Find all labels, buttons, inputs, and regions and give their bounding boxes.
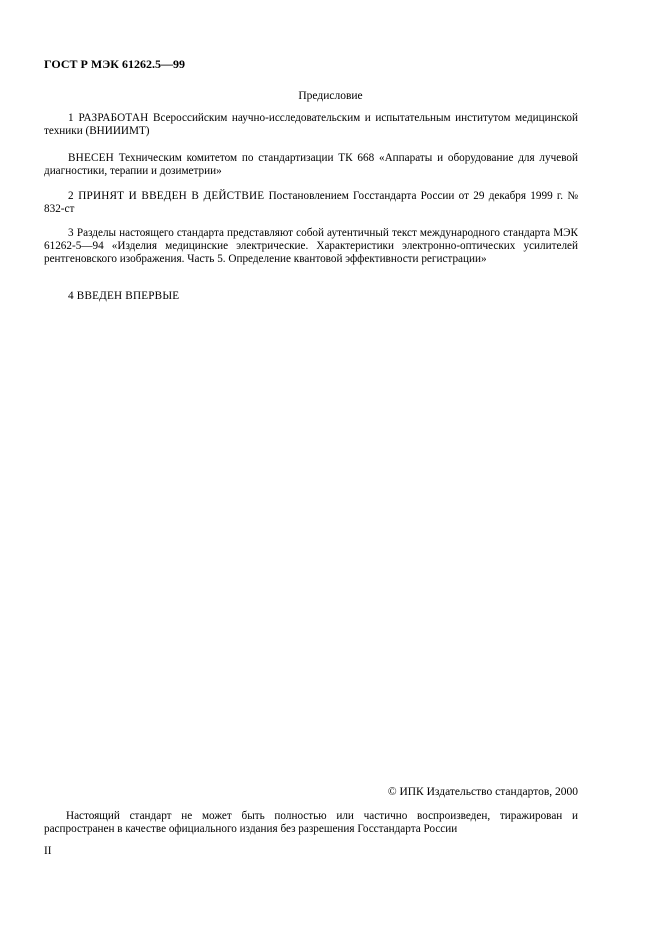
page-number: II [44,845,52,857]
paragraph-developed-by [44,112,578,138]
paragraph-lead: 2 ПРИНЯТ И ВВЕДЕН В ДЕЙСТВИЕ [68,190,265,202]
reproduction-notice: Настоящий стандарт не может быть полностью или частично воспроизведен, тиражирован и распространен в качестве официального издания без разрешения Госстандарта России [44,810,578,835]
copyright-notice: © ИПК Издательство стандартов, 2000 [387,786,578,798]
paragraph-sections [44,227,578,266]
paragraph-lead: 1 РАЗРАБОТАН [68,112,149,124]
paragraph-text: Постановлением Госстандарта России от 29 декабря 1999 г. № 832-ст [44,190,578,215]
paragraph-text: Разделы настоящего стандарта представляют собой аутентичный текст международного стандарта МЭК 61262-5—94 «Изделия медицинские электрические. Характеристики электронно-оптических усилителей рентгеновского изображения. Часть 5. Определение квантовой эффективности регистрации» [44,227,578,265]
paragraph-lead: 4 ВВЕДЕН ВПЕРВЫЕ [68,290,180,302]
paragraph-adopted [44,190,578,216]
paragraph-lead: ВНЕСЕН [68,152,114,164]
paragraph-first-introduced [44,290,578,303]
paragraph-lead: 3 [68,227,74,239]
paragraph-submitted-by [44,152,578,178]
standard-code-header: ГОСТ Р МЭК 61262.5—99 [44,57,185,71]
paragraph-text: Всероссийским научно-исследовательским и испытательным институтом медицинской техники (ВНИИИМТ) [44,112,578,137]
paragraph-text: Техническим комитетом по стандартизации ТК 668 «Аппараты и оборудование для лучевой диагностики, терапии и дозиметрии» [44,152,578,177]
section-title: Предисловие [298,90,363,102]
